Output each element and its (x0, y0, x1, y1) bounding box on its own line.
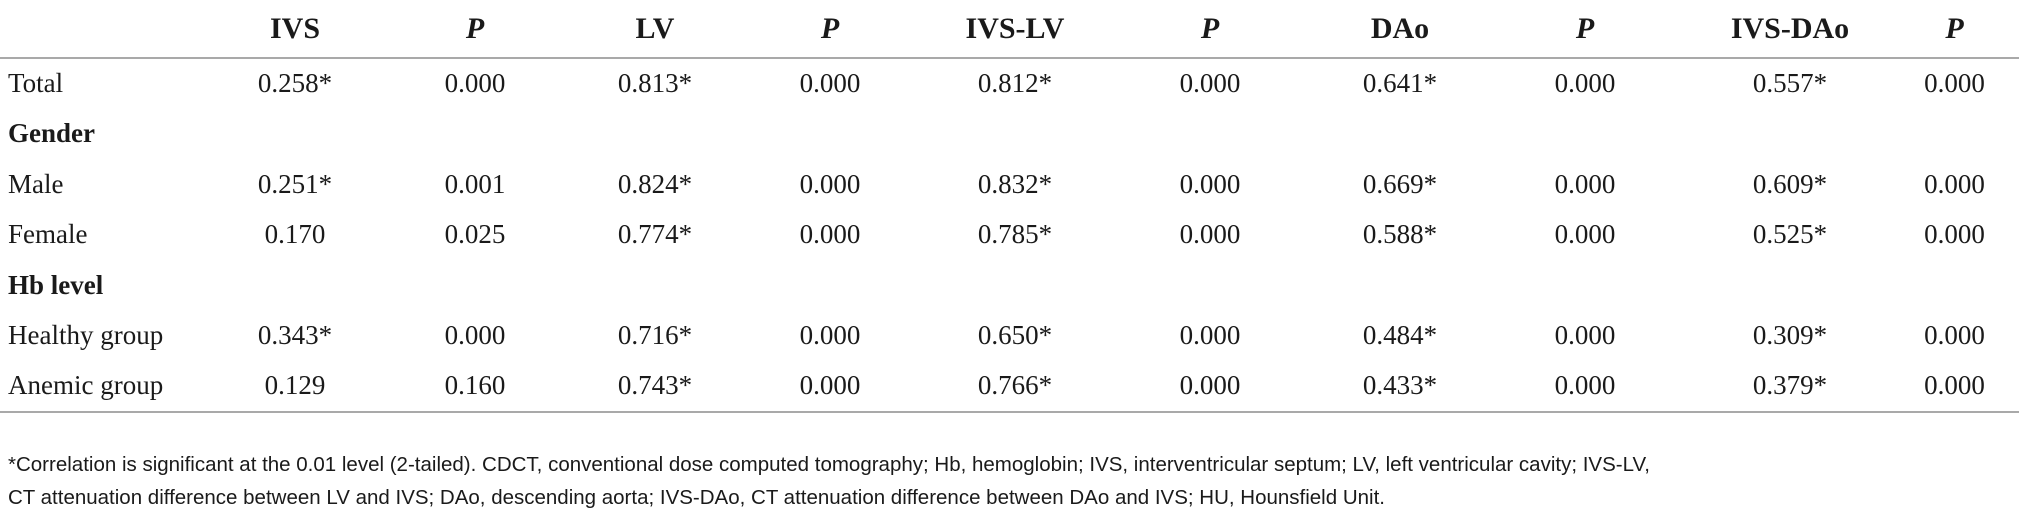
table-cell: 0.484* (1362, 320, 1438, 351)
table-cell: 0.000 (1890, 361, 2019, 412)
table-cell: 0.000 (1924, 320, 1985, 351)
empty-cell (1320, 109, 1480, 160)
empty-cell (580, 109, 730, 160)
table-row (0, 159, 2019, 210)
table-row (0, 210, 2019, 261)
table-cell: 0.000 (444, 68, 506, 99)
table-header (0, 0, 2019, 58)
row-label: Healthy group (8, 320, 164, 351)
empty-cell (1320, 260, 1480, 311)
empty-cell (930, 260, 1100, 311)
section-row (0, 260, 2019, 311)
column-header: P (730, 0, 930, 58)
table-cell: 0.766* (930, 361, 1100, 412)
table-cell: 0.650* (977, 320, 1053, 351)
footnote-line-1: *Correlation is significant at the 0.01 level (2-tailed). CDCT, conventional dose computed tomography; Hb, hemoglobin; IVS, interventricular septum; LV, left ventricular cavity; IVS-LV, (8, 453, 1650, 476)
table-cell: 0.000 (1100, 361, 1320, 412)
table-cell: 0.000 (799, 219, 861, 250)
table-row (0, 311, 2019, 362)
table-cell: 0.000 (799, 168, 861, 199)
table-cell: 0.000 (1179, 320, 1241, 351)
empty-cell (1100, 260, 1320, 311)
table-cell: 0.251* (257, 168, 333, 199)
table-cell: 0.000 (1480, 361, 1690, 412)
table-cell: 0.000 (1179, 168, 1241, 199)
table-cell: 0.669* (1362, 168, 1438, 199)
row-label: Female (8, 219, 88, 250)
table-cell: 0.000 (1179, 219, 1241, 250)
table-cell: 0.000 (1179, 68, 1241, 99)
column-header: P (1890, 0, 2019, 58)
table-cell: 0.641* (1362, 68, 1438, 99)
empty-cell (220, 260, 370, 311)
table-body (0, 58, 2019, 412)
column-header: IVS-LV (930, 0, 1100, 58)
empty-cell (370, 260, 580, 311)
table-cell: 0.609* (1752, 168, 1828, 199)
column-header: IVS-DAo (1690, 0, 1890, 58)
table-cell: 0.000 (1924, 68, 1985, 99)
empty-cell (1480, 109, 1690, 160)
empty-cell (1100, 109, 1320, 160)
table-cell: 0.000 (799, 68, 861, 99)
table-cell: 0.000 (799, 320, 861, 351)
empty-cell (1690, 109, 1890, 160)
table-cell: 0.001 (444, 168, 506, 199)
table-cell: 0.433* (1320, 361, 1480, 412)
column-header: DAo (1320, 0, 1480, 58)
table-cell: 0.000 (1554, 320, 1616, 351)
table-row (0, 58, 2019, 109)
table-cell: 0.160 (370, 361, 580, 412)
row-label: Total (8, 68, 64, 99)
row-label: Anemic group (0, 361, 220, 412)
table-cell: 0.379* (1690, 361, 1890, 412)
table-cell: 0.716* (617, 320, 693, 351)
table-cell: 0.812* (977, 68, 1053, 99)
table-cell: 0.343* (257, 320, 333, 351)
table-cell: 0.309* (1752, 320, 1828, 351)
table-cell: 0.258* (257, 68, 333, 99)
table-row (0, 361, 2019, 412)
table-cell: 0.774* (617, 219, 693, 250)
table-cell: 0.000 (1924, 219, 1985, 250)
column-header: P (370, 0, 580, 58)
empty-cell (220, 109, 370, 160)
table-cell: 0.129 (220, 361, 370, 412)
section-label: Gender (8, 118, 95, 149)
section-label: Hb level (8, 269, 104, 300)
footnote-line-2: CT attenuation difference between LV and IVS; DAo, descending aorta; IVS-DAo, CT attenuation difference between DAo and IVS; HU, Hounsfield Unit. (8, 486, 1385, 509)
table-cell: 0.824* (617, 168, 693, 199)
section-row (0, 109, 2019, 160)
table-cell: 0.832* (977, 168, 1053, 199)
empty-cell (930, 109, 1100, 160)
row-label: Male (8, 168, 64, 199)
table-cell: 0.000 (1924, 168, 1985, 199)
table-cell: 0.000 (1554, 219, 1616, 250)
column-header: P (1100, 0, 1320, 58)
header-row (0, 0, 2019, 58)
table-cell: 0.000 (1554, 168, 1616, 199)
table-cell: 0.000 (730, 361, 930, 412)
column-header: IVS (220, 0, 370, 58)
empty-cell (370, 109, 580, 160)
table-cell: 0.000 (444, 320, 506, 351)
empty-cell (1890, 109, 2019, 160)
table-cell: 0.025 (444, 219, 506, 250)
table-cell: 0.525* (1752, 219, 1828, 250)
header-corner (0, 0, 220, 58)
table-cell: 0.170 (264, 219, 326, 250)
empty-cell (580, 260, 730, 311)
table-footnote (8, 448, 2008, 514)
table-cell: 0.557* (1752, 68, 1828, 99)
empty-cell (730, 109, 930, 160)
empty-cell (1890, 260, 2019, 311)
table-cell: 0.588* (1362, 219, 1438, 250)
table-cell: 0.785* (977, 219, 1053, 250)
empty-cell (1480, 260, 1690, 311)
table-cell: 0.813* (617, 68, 693, 99)
empty-cell (1690, 260, 1890, 311)
table-cell: 0.000 (1554, 68, 1616, 99)
column-header: LV (580, 0, 730, 58)
empty-cell (730, 260, 930, 311)
table-cell: 0.743* (580, 361, 730, 412)
column-header: P (1480, 0, 1690, 58)
